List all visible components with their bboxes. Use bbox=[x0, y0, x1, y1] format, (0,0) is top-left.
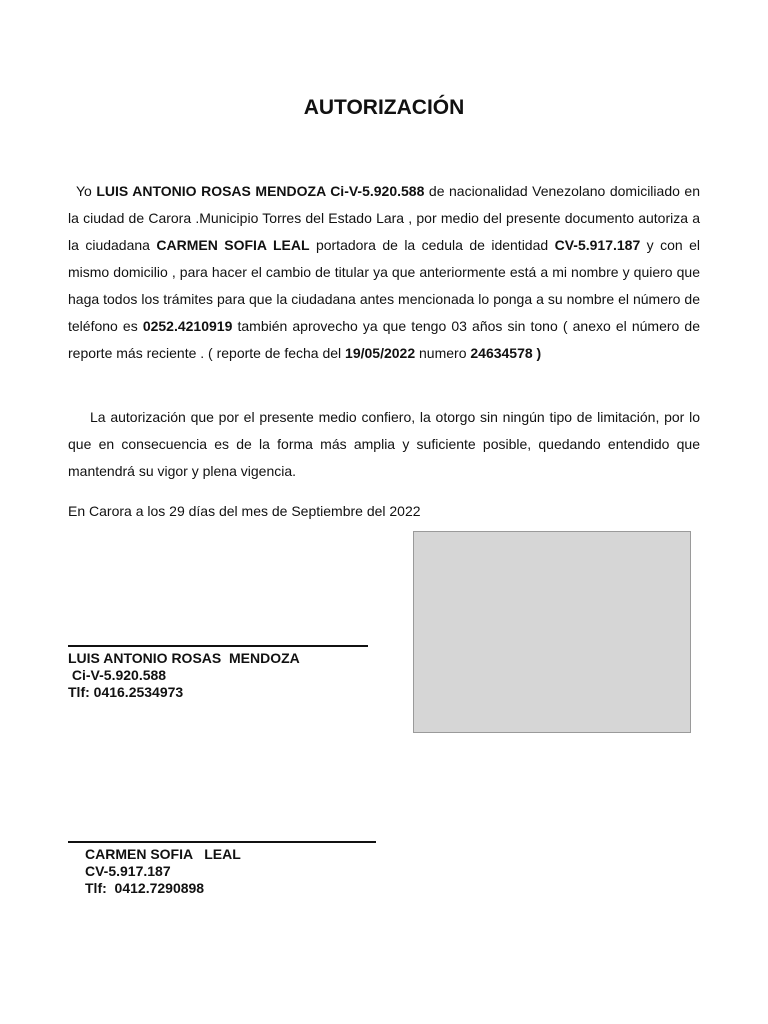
paragraph-1-run: CV-5.917.187 bbox=[554, 237, 641, 253]
body-paragraph-1 bbox=[68, 178, 700, 367]
signer-1-phone: Tlf: 0416.2534973 bbox=[68, 684, 184, 700]
paragraph-1-run: y con el mismo domicilio , para hacer el cambio de titular ya que anteriormente está a mi nombre y quiero que haga todos los trámites para que la ciudadana antes mencionada lo ponga a su nombre el número de teléfono es bbox=[68, 237, 701, 334]
paragraph-1-run: 19/05/2022 bbox=[345, 345, 416, 361]
paragraph-1-run: LUIS ANTONIO ROSAS MENDOZA Ci-V-5.920.588 bbox=[96, 183, 425, 199]
paragraph-1-run: portadora de la cedula de identidad bbox=[309, 237, 555, 253]
paragraph-1-run: Yo bbox=[76, 183, 97, 199]
paragraph-1-run: de nacionalidad Venezolano domiciliado en la ciudad de Carora .Municipio Torres del Estado Lara , por medio del presente documento autoriza a la ciudadana bbox=[68, 183, 700, 253]
signature-block-2 bbox=[85, 846, 241, 897]
signer-1-id: Ci-V-5.920.588 bbox=[68, 667, 167, 683]
paragraph-1-run: 0252.4210919 bbox=[142, 318, 233, 334]
paragraph-1-run: 24634578 ) bbox=[470, 345, 542, 361]
signer-2-id: CV-5.917.187 bbox=[85, 863, 171, 879]
id-card-placeholder bbox=[413, 531, 691, 733]
signer-2-name: CARMEN SOFIA LEAL bbox=[85, 846, 241, 862]
paragraph-1-run: también aprovecho ya que tengo 03 años sin tono ( anexo el número de reporte más reciente . ( reporte de fecha del bbox=[68, 318, 701, 361]
place-and-date: En Carora a los 29 días del mes de Septiembre del 2022 bbox=[68, 503, 421, 519]
paragraph-1-run: CARMEN SOFIA LEAL bbox=[156, 237, 310, 253]
signer-2-phone: Tlf: 0412.7290898 bbox=[85, 880, 205, 896]
body-paragraph-2: La autorización que por el presente medio confiero, la otorgo sin ningún tipo de limitación, por lo que en consecuencia es de la forma más amplia y suficiente posible, quedando entendido que mantendrá su vigor y plena vigencia. bbox=[68, 409, 700, 479]
signature-line-2 bbox=[68, 841, 376, 843]
signature-block-1 bbox=[68, 650, 300, 701]
signature-line-1 bbox=[68, 645, 368, 647]
paragraph-1-run: numero bbox=[415, 345, 471, 361]
document-title: AUTORIZACIÓN bbox=[303, 96, 465, 119]
signer-1-name: LUIS ANTONIO ROSAS MENDOZA bbox=[68, 650, 300, 666]
